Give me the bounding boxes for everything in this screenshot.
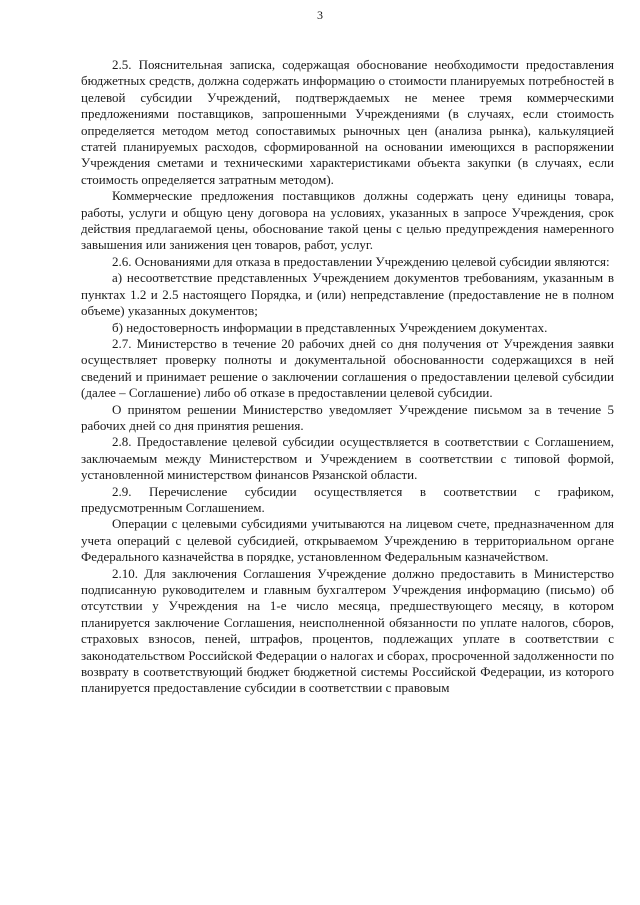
- paragraph-2-6-a: а) несоответствие представленных Учреждением документов требованиям, указанным в пунктах 1.2 и 2.5 настоящего Порядка, и (или) непредставление (предоставление не в полном объеме) указанных документов;: [81, 270, 614, 319]
- page-number: 3: [317, 8, 323, 22]
- paragraph-2-8: 2.8. Предоставление целевой субсидии осуществляется в соответствии с Соглашением, заключаемым между Министерством и Учреждением в соответствии с типовой формой, установленной министерством финансов Рязанской области.: [81, 434, 614, 483]
- paragraph-2-9: 2.9. Перечисление субсидии осуществляется в соответствии с графиком, предусмотренным Соглашением.: [81, 483, 614, 515]
- document-body: [81, 57, 614, 697]
- paragraph-decision-notice: О принятом решении Министерство уведомляет Учреждение письмом за в течение 5 рабочих дней со дня принятия решения.: [81, 401, 614, 433]
- paragraph-commercial-offers: Коммерческие предложения поставщиков должны содержать цену единицы товара, работы, услуги и общую цену договора на условиях, указанных в запросе Учреждения, срок действия предлагаемой цены, обоснование такой цены с целью предупреждения намеренного завышения или занижения цен товаров, работ, услуг.: [81, 188, 614, 253]
- paragraph-operations: Операции с целевыми субсидиями учитываются на лицевом счете, предназначенном для учета операций с целевой субсидией, открываемом Учреждению в территориальном органе Федерального казначейства в порядке, установленном Федеральным казначейством.: [81, 516, 614, 565]
- paragraph-2-10: 2.10. Для заключения Соглашения Учреждение должно предоставить в Министерство подписанную руководителем и главным бухгалтером Учреждения информацию (письмо) об отсутствии у Учреждения на 1-е число месяца, предшествующего месяцу, в котором планируется заключение Соглашения, неисполненной обязанности по уплате налогов, сборов, страховых взносов, пеней, штрафов, процентов, подлежащих уплате в соответствии с законодательством Российской Федерации о налогах и сборах, просроченной задолженности по возврату в соответствующий бюджет бюджетной системы Российской Федерации, из которого планируется предоставление субсидии в соответствии с правовым: [81, 565, 614, 696]
- paragraph-2-5: 2.5. Пояснительная записка, содержащая обоснование необходимости предоставления бюджетных средств, должна содержать информацию о стоимости планируемых потребностей в целевой субсидии Учреждений, подтверждаемых не менее тремя коммерческими предложениями поставщиков, запрошенными Учреждениями (в случаях, если стоимость определяется методом метод сопоставимых рыночных цен (анализа рынка), калькуляцией статей планируемых расходов, сформированной на основании имеющихся в распоряжении Учреждения сметами и техническими характеристиками объекта закупки (в случаях, если стоимость определяется затратным методом).: [81, 57, 614, 187]
- paragraph-2-6: 2.6. Основаниями для отказа в предоставлении Учреждению целевой субсидии являются:: [112, 253, 610, 269]
- paragraph-2-7: 2.7. Министерство в течение 20 рабочих дней со дня получения от Учреждения заявки осуществляет проверку полноты и документальной обоснованности содержащихся в ней сведений и принимает решение о заключении соглашения о предоставлении целевой субсидии (далее – Соглашение) либо об отказе в предоставлении целевой субсидии.: [81, 335, 614, 401]
- paragraph-2-6-b: б) недостоверность информации в представленных Учреждением документах.: [112, 319, 548, 335]
